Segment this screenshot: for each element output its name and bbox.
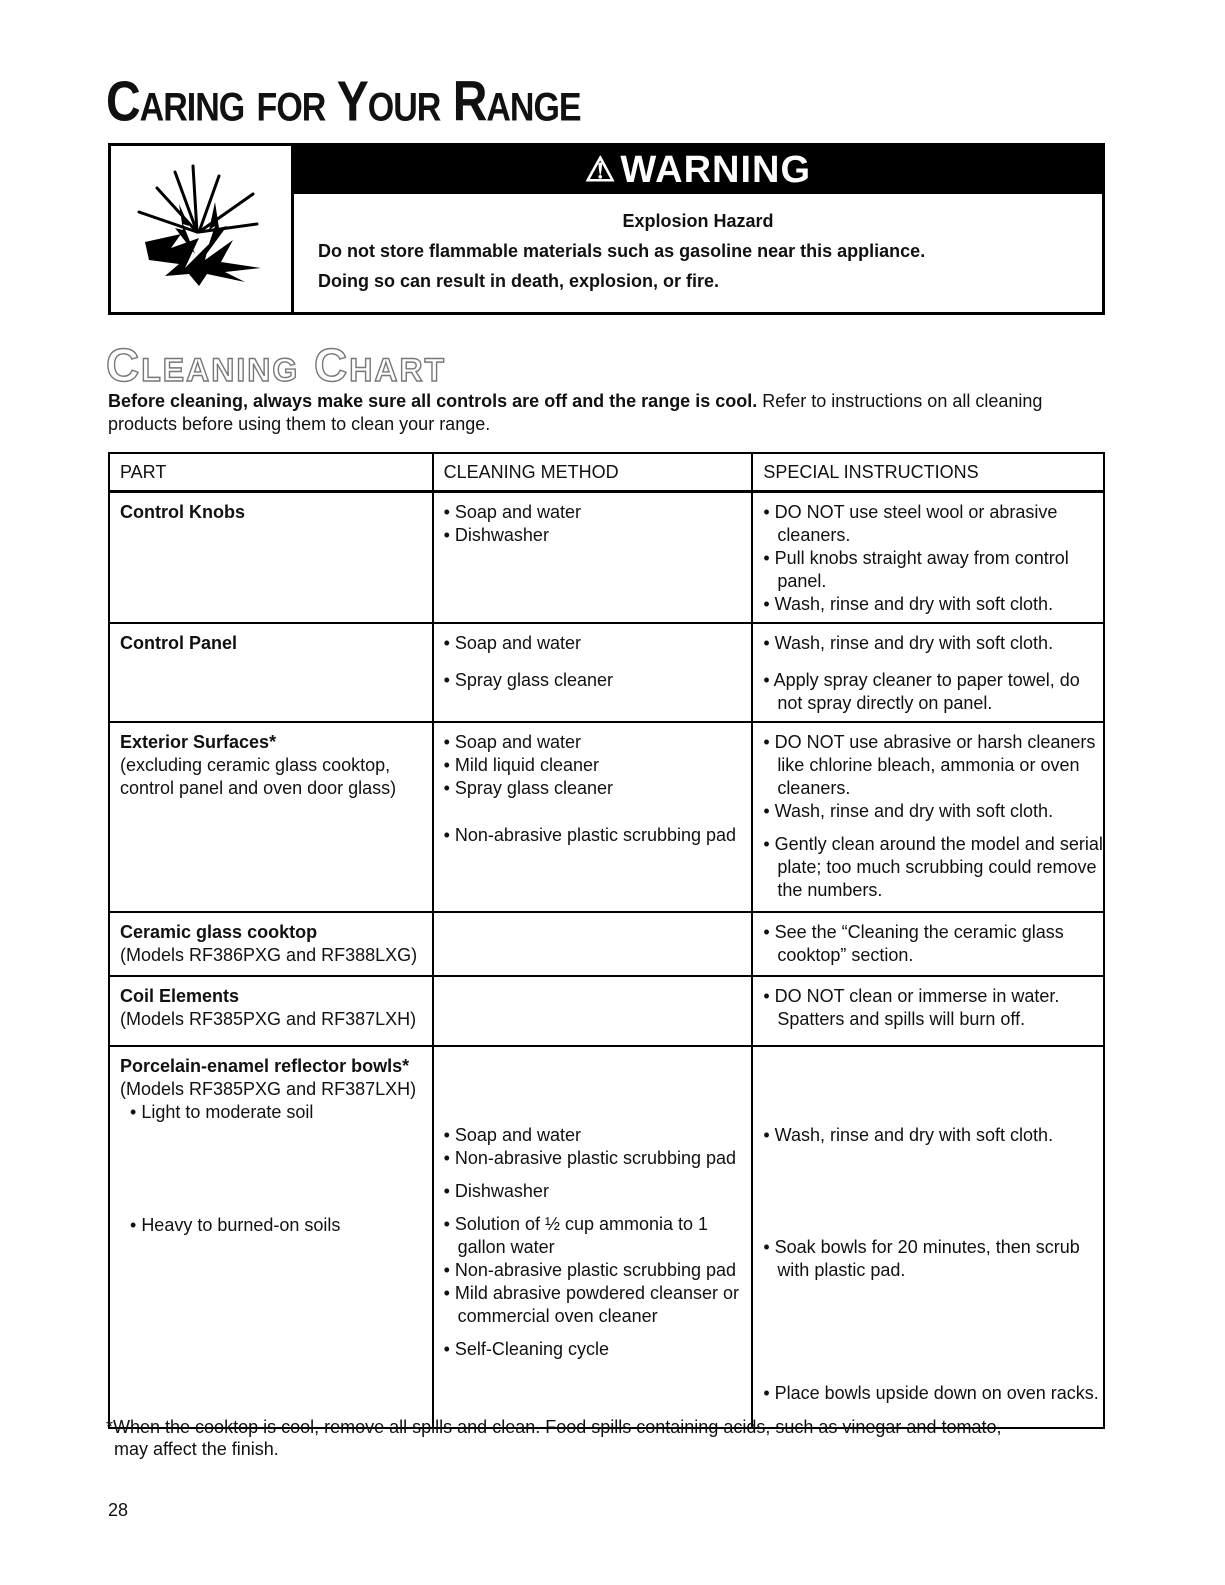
list-item: • Dishwasher bbox=[444, 524, 752, 547]
header-part: PART bbox=[109, 453, 433, 492]
list-item: • See the “Cleaning the ceramic glass cooktop” section. bbox=[763, 921, 1103, 967]
method-cell bbox=[433, 623, 753, 722]
instruction-cell bbox=[752, 492, 1104, 624]
warning-line: Do not store flammable materials such as gasoline near this appliance. bbox=[318, 241, 926, 261]
part-name: Ceramic glass cooktop bbox=[120, 922, 318, 942]
warning-line: Doing so can result in death, explosion, or fire. bbox=[318, 271, 720, 291]
list-item: • Mild liquid cleaner bbox=[444, 754, 752, 777]
list-item: • Non-abrasive plastic scrubbing pad bbox=[444, 1147, 752, 1170]
header-cleaning-method: CLEANING METHOD bbox=[433, 453, 753, 492]
instruction-cell bbox=[752, 976, 1104, 1046]
table-row bbox=[109, 623, 1104, 722]
part-cell bbox=[109, 492, 433, 624]
part-name: Exterior Surfaces* bbox=[120, 732, 277, 752]
method-cell bbox=[433, 1046, 753, 1428]
soil-level-item: • Light to moderate soil bbox=[120, 1101, 432, 1124]
instruction-cell bbox=[752, 722, 1104, 912]
part-name: Coil Elements bbox=[120, 986, 240, 1006]
list-item: • DO NOT use abrasive or harsh cleaners like chlorine bleach, ammonia or oven cleaners. bbox=[763, 731, 1103, 800]
list-item: • Wash, rinse and dry with soft cloth. bbox=[763, 800, 1103, 823]
warning-icon-cell bbox=[111, 146, 294, 312]
header-special-instructions: SPECIAL INSTRUCTIONS bbox=[752, 453, 1104, 492]
footnote-line: *When the cooktop is cool, remove all spills and clean. Food spills containing acids, such as vinegar and tomato, bbox=[106, 1417, 1002, 1437]
list-item: • Dishwasher bbox=[444, 1180, 752, 1203]
method-cell bbox=[433, 912, 753, 976]
footnote-line: may affect the finish. bbox=[114, 1439, 279, 1459]
list-item: • Gently clean around the model and serial plate; too much scrubbing could remove the numbers. bbox=[763, 833, 1103, 902]
part-note: (excluding ceramic glass cooktop, control panel and oven door glass) bbox=[120, 755, 397, 798]
instruction-cell bbox=[752, 1046, 1104, 1428]
instruction-cell bbox=[752, 912, 1104, 976]
cleaning-chart-table bbox=[108, 452, 1105, 1429]
table-row bbox=[109, 912, 1104, 976]
list-item: • Spray glass cleaner bbox=[444, 669, 752, 692]
list-item: • Non-abrasive plastic scrubbing pad bbox=[444, 1259, 752, 1282]
list-item: • Spray glass cleaner bbox=[444, 777, 752, 800]
method-cell bbox=[433, 722, 753, 912]
soil-level-item: • Heavy to burned-on soils bbox=[120, 1214, 432, 1237]
list-item: • Place bowls upside down on oven racks. bbox=[763, 1382, 1103, 1405]
part-cell bbox=[109, 912, 433, 976]
table-row bbox=[109, 492, 1104, 624]
list-item: • DO NOT use steel wool or abrasive cleaners. bbox=[763, 501, 1103, 547]
list-item: • Soap and water bbox=[444, 632, 752, 655]
part-name: Control Panel bbox=[120, 633, 238, 653]
warning-banner bbox=[294, 146, 1102, 194]
list-item: • Wash, rinse and dry with soft cloth. bbox=[763, 1124, 1103, 1147]
part-cell bbox=[109, 976, 433, 1046]
list-item: • Wash, rinse and dry with soft cloth. bbox=[763, 593, 1103, 616]
list-item: • Self-Cleaning cycle bbox=[444, 1338, 752, 1361]
page-number: 28 bbox=[108, 1500, 129, 1520]
warning-triangle-icon: ⚠ bbox=[584, 151, 617, 189]
intro-paragraph bbox=[108, 390, 1108, 436]
list-item: • Solution of ½ cup ammonia to 1 gallon water bbox=[444, 1213, 752, 1259]
list-item: • DO NOT clean or immerse in water. Spatters and spills will burn off. bbox=[763, 985, 1103, 1031]
table-header-row bbox=[109, 453, 1104, 492]
table-row bbox=[109, 976, 1104, 1046]
list-item: • Pull knobs straight away from control panel. bbox=[763, 547, 1103, 593]
instruction-cell bbox=[752, 623, 1104, 722]
warning-content bbox=[294, 146, 1102, 312]
list-item: • Mild abrasive powdered cleanser or commercial oven cleaner bbox=[444, 1282, 752, 1328]
method-cell bbox=[433, 976, 753, 1046]
part-note: (Models RF385PXG and RF387LXH) bbox=[120, 1009, 417, 1029]
footnote bbox=[106, 1416, 1106, 1460]
list-item: • Soap and water bbox=[444, 501, 752, 524]
explosion-icon bbox=[135, 164, 265, 289]
part-note: (Models RF385PXG and RF387LXH) bbox=[120, 1079, 417, 1099]
part-cell bbox=[109, 1046, 433, 1428]
list-item: • Soak bowls for 20 minutes, then scrub with plastic pad. bbox=[763, 1236, 1103, 1282]
method-cell bbox=[433, 492, 753, 624]
warning-banner-label: WARNING bbox=[620, 148, 812, 191]
warning-box bbox=[108, 143, 1105, 315]
part-name: Porcelain-enamel reflector bowls* bbox=[120, 1056, 410, 1076]
section-heading: Cleaning Chart bbox=[106, 339, 447, 391]
page-title: Caring for Your Range bbox=[106, 71, 581, 134]
part-name: Control Knobs bbox=[120, 502, 245, 522]
part-cell bbox=[109, 623, 433, 722]
list-item: • Soap and water bbox=[444, 731, 752, 754]
intro-bold: Before cleaning, always make sure all controls are off and the range is cool. bbox=[108, 391, 758, 411]
list-item: • Apply spray cleaner to paper towel, do not spray directly on panel. bbox=[763, 669, 1103, 715]
part-cell bbox=[109, 722, 433, 912]
intro-rest: Refer to instructions on all cleaning products before using them to clean your range. bbox=[108, 391, 1043, 434]
part-note: (Models RF386PXG and RF388LXG) bbox=[120, 945, 418, 965]
list-item: • Wash, rinse and dry with soft cloth. bbox=[763, 632, 1103, 655]
list-item: • Soap and water bbox=[444, 1124, 752, 1147]
table-row bbox=[109, 1046, 1104, 1428]
list-item: • Non-abrasive plastic scrubbing pad bbox=[444, 824, 752, 847]
table-row bbox=[109, 722, 1104, 912]
hazard-title: Explosion Hazard bbox=[622, 211, 774, 231]
